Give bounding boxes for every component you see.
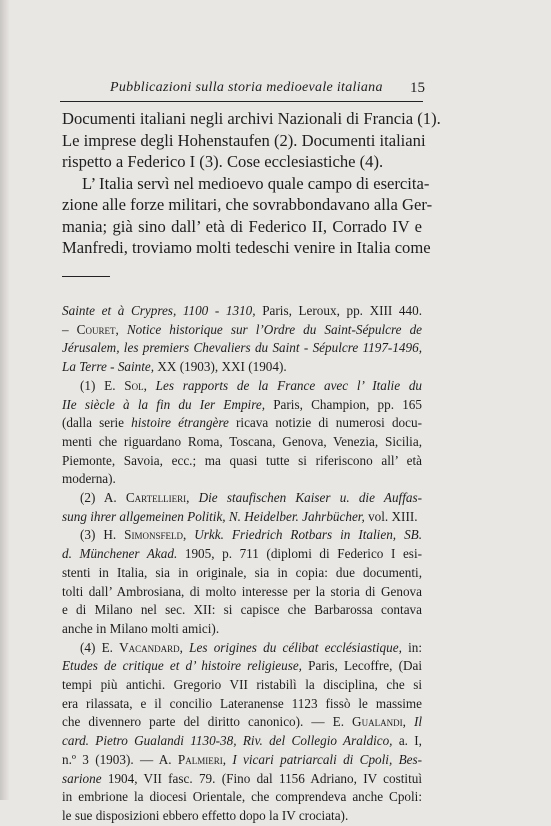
text-line: L’ Italia servì nel medioevo quale campo di esercita-: [82, 173, 430, 193]
footnote-line: La Terre - Sainte, XX (1903), XXI (1904).: [62, 359, 287, 375]
footnote-line: e di Milano nel sec. XII: si capisce che Barbarossa contava: [62, 602, 422, 618]
footnote-line: menti che riguardano Roma, Toscana, Genova, Venezia, Sicilia,: [62, 433, 422, 449]
footnote-line: IIe siècle à la fin du Ier Empire, Paris, Champion, pp. 165: [62, 396, 422, 412]
text-line: rispetto a Federico I (3). Cose ecclesiastiche (4).: [62, 152, 384, 171]
footnote-line: (4) E. Vacandard, Les origines du célibat ecclésiastique, in:: [80, 639, 422, 655]
footnote-line: – Couret, Notice historique sur l’Ordre du Saint-Sépulcre de: [62, 321, 423, 337]
footnote-line: Jérusalem, les premiers Chevaliers du Saint - Sépulcre 1197-1496,: [62, 340, 422, 356]
footnote-line: le sue disposizioni ebbero effetto dopo la IV crociata).: [62, 807, 349, 823]
footnote-line: card. Pietro Gualandi 1130-38, Riv. del Collegio Araldico, a. I,: [62, 733, 422, 749]
header-rule: [60, 101, 423, 102]
footnote-line: Piemonte, Savoia, ecc.; ma quasi tutte si riferiscono all’ età: [62, 452, 422, 468]
footnote-line: Sainte et à Crypres, 1100 - 1310, Paris, Leroux, pp. XIII 440.: [62, 303, 422, 318]
text-line: Manfredi, troviamo molti tedeschi venire in Italia come: [62, 238, 431, 257]
main-text: [62, 108, 441, 259]
page-number: 15: [410, 80, 425, 96]
text-line: mania; già sino dall’ età di Federico II, Corrado IV e: [62, 216, 422, 236]
footnote-line: sung ihrer allgemeinen Politik, N. Heidelber. Jahrbücher, vol. XIII.: [62, 508, 418, 524]
footnote-line: stenti in Italia, sia in originale, sia in copia: due documenti,: [62, 564, 422, 580]
footnote-line: anche in Milano molti amici).: [62, 620, 220, 636]
footnote-line: moderna).: [62, 471, 116, 487]
footnote-line: (2) A. Cartellieri, Die staufischen Kaiser u. die Auffas-: [80, 490, 422, 506]
footnote-separator: [62, 276, 110, 277]
footnote-line: era rilassata, e il concilio Lateranense 1123 fissò le massime: [62, 695, 422, 711]
footnote-line: n.º 3 (1903). — A. Palmieri, I vicari patriarcali di Cpoli, Bes-: [62, 751, 422, 767]
footnote-line: (1) E. Sol, Les rapports de la France avec l’ Italie du: [80, 377, 423, 393]
page-edge-shadow: [0, 0, 10, 800]
footnote-line: che divennero parte del diritto canonico). — E. Gualandi, Il: [62, 714, 422, 730]
footnote-line: (3) H. Simonsfeld, Urkk. Friedrich Rotbars in Italien, SB.: [80, 527, 423, 543]
footnote-line: in embrione la diocesi Orientale, che comprendeva anche Cpoli:: [62, 789, 422, 805]
running-title: Pubblicazioni sulla storia medioevale italiana: [110, 80, 383, 95]
footnote-line: tolti dall’ Ambrosiana, di molto interesse per la storia di Genova: [62, 583, 422, 599]
footnote-line: tempi più antichi. Gregorio VII ristabilì la disciplina, che si: [62, 677, 422, 693]
text-line: Le imprese degli Hohenstaufen (2). Documenti italiani: [62, 130, 426, 150]
text-line: zione alle forze militari, che sovrabbondavano alla Ger-: [62, 195, 433, 214]
footnotes: [62, 302, 422, 826]
text-line: Documenti italiani negli archivi Nazionali di Francia (1).: [62, 109, 441, 128]
running-header: [60, 80, 425, 100]
footnote-line: Etudes de critique et d’ histoire religieuse, Paris, Lecoffre, (Dai: [62, 658, 423, 674]
footnote-line: sarione 1904, VII fasc. 79. (Fino dal 1156 Adriano, IV costituì: [62, 770, 422, 786]
footnote-line: d. Münchener Akad. 1905, p. 711 (diplomi di Federico I esi-: [62, 546, 422, 562]
footnote-line: (dalla serie histoire étrangère ricava notizie di numerosi docu-: [62, 415, 422, 431]
